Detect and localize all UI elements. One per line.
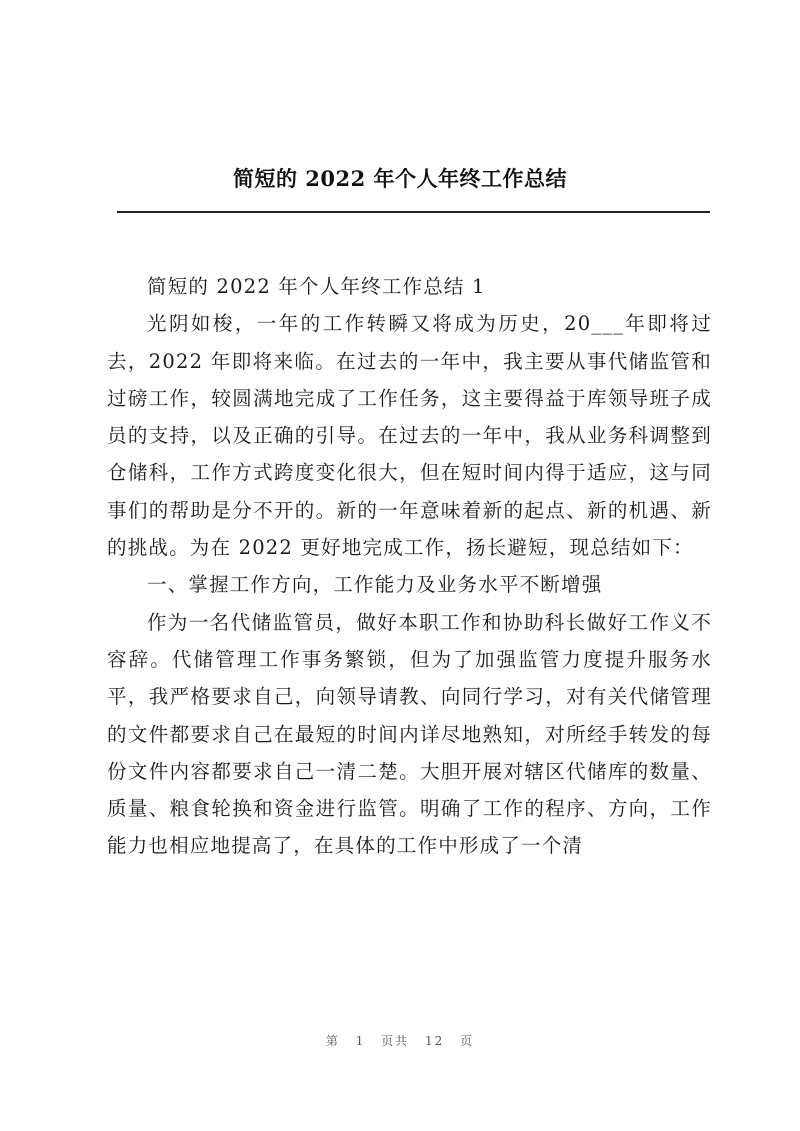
footer-prefix: 第 <box>325 1034 340 1048</box>
subsection-heading-1: 一、掌握工作方向，工作能力及业务水平不断增强 <box>147 573 603 597</box>
section-heading-1: 简短的 2022 年个人年终工作总结 1 <box>147 275 486 298</box>
title-divider <box>117 211 710 213</box>
body-paragraph-intro: 光阴如梭，一年的工作转瞬又将成为历史，20___年即将过去，2022 年即将来临。在过去的一年中，我主要从事代储监管和过磅工作，较圆满地完成了工作任务，这主要得益于库领导班子成员的支持，以及正确的引导。在过去的一年中，我从业务科调整到仓储科，工作方式跨度变化很大，但在短时间内得于适应，这与同事们的帮助是分不开的。新的一年意味着新的起点、新的机遇、新的挑战。为在 2022 更好地完成工作，扬长避短，现总结如下： <box>107 312 712 560</box>
body-paragraph-2: 作为一名代储监管员，做好本职工作和协助科长做好工作义不容辞。代储管理工作事务繁锁，但为了加强监管力度提升服务水平，我严格要求自己，向领导请教、向同行学习，对有关代储管理的文件都要求自己在最短的时间内详尽地熟知，对所经手转发的每份文件内容都要求自己一清二楚。大胆开展对辖区代储库的数量、质量、粮食轮换和资金进行监管。明确了工作的程序、方向，工作能力也相应地提高了，在具体的工作中形成了一个清 <box>107 610 712 858</box>
footer-suffix: 页 <box>460 1034 475 1048</box>
footer-middle: 页共 <box>381 1034 410 1048</box>
footer-total-pages: 12 <box>425 1034 445 1048</box>
document-body <box>107 268 712 865</box>
document-title: 简短的 2022 年个人年终工作总结 <box>232 166 568 191</box>
page-footer <box>0 1032 800 1049</box>
footer-page-number: 1 <box>355 1034 366 1048</box>
